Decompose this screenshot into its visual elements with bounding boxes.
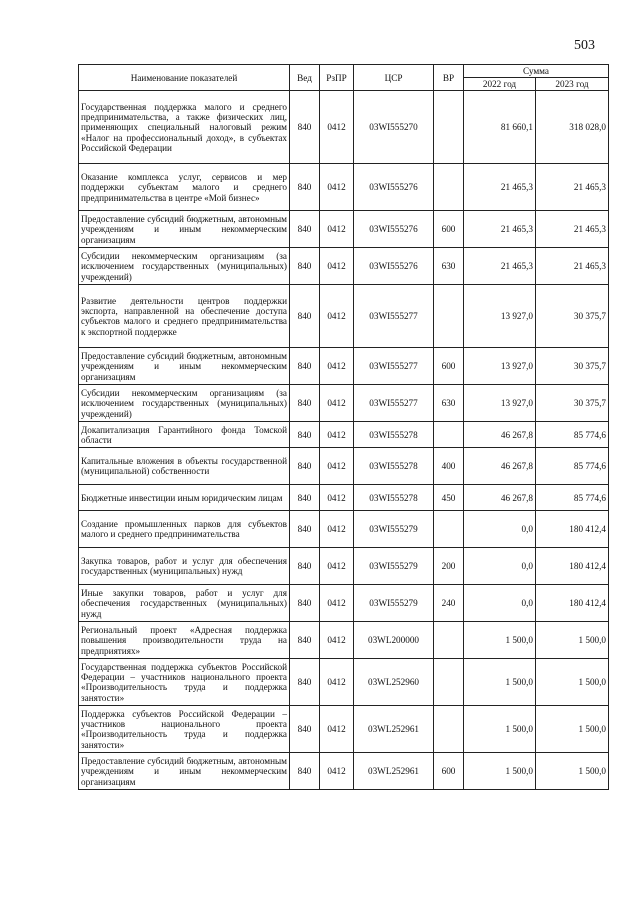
row-rzpr: 0412 bbox=[320, 91, 354, 164]
table-row bbox=[79, 622, 609, 659]
table-row bbox=[79, 385, 609, 422]
row-csr: 03WI555276 bbox=[354, 248, 434, 285]
row-csr: 03WL252961 bbox=[354, 753, 434, 790]
row-vr bbox=[434, 422, 464, 448]
table-row bbox=[79, 706, 609, 753]
table-row bbox=[79, 511, 609, 548]
row-sum-2022: 1 500,0 bbox=[464, 753, 536, 790]
row-rzpr: 0412 bbox=[320, 706, 354, 753]
table-row bbox=[79, 248, 609, 285]
header-sum: Сумма bbox=[464, 65, 609, 78]
row-csr: 03WI555279 bbox=[354, 511, 434, 548]
row-vr: 630 bbox=[434, 385, 464, 422]
row-sum-2022: 21 465,3 bbox=[464, 248, 536, 285]
row-ved: 840 bbox=[290, 548, 320, 585]
row-ved: 840 bbox=[290, 585, 320, 622]
table-row bbox=[79, 348, 609, 385]
row-sum-2022: 21 465,3 bbox=[464, 164, 536, 211]
row-vr bbox=[434, 659, 464, 706]
row-csr: 03WI555277 bbox=[354, 285, 434, 348]
row-ved: 840 bbox=[290, 248, 320, 285]
row-vr: 200 bbox=[434, 548, 464, 585]
row-sum-2023: 85 774,6 bbox=[536, 422, 609, 448]
row-sum-2023: 1 500,0 bbox=[536, 706, 609, 753]
row-ved: 840 bbox=[290, 422, 320, 448]
row-sum-2023: 85 774,6 bbox=[536, 485, 609, 511]
row-ved: 840 bbox=[290, 511, 320, 548]
row-csr: 03WI555276 bbox=[354, 164, 434, 211]
row-name: Региональный проект «Адресная поддержка повышения производительности труда на предприятиях» bbox=[79, 622, 290, 659]
row-sum-2023: 1 500,0 bbox=[536, 622, 609, 659]
row-vr: 600 bbox=[434, 348, 464, 385]
budget-table bbox=[78, 64, 609, 790]
row-sum-2023: 1 500,0 bbox=[536, 659, 609, 706]
row-sum-2023: 21 465,3 bbox=[536, 164, 609, 211]
page-number: 503 bbox=[574, 38, 595, 53]
row-rzpr: 0412 bbox=[320, 422, 354, 448]
row-ved: 840 bbox=[290, 91, 320, 164]
row-sum-2022: 1 500,0 bbox=[464, 706, 536, 753]
header-year-2023: 2023 год bbox=[536, 78, 609, 91]
row-sum-2023: 180 412,4 bbox=[536, 548, 609, 585]
row-sum-2022: 81 660,1 bbox=[464, 91, 536, 164]
table-row bbox=[79, 548, 609, 585]
row-rzpr: 0412 bbox=[320, 485, 354, 511]
row-vr: 600 bbox=[434, 211, 464, 248]
row-vr bbox=[434, 164, 464, 211]
row-name: Поддержка субъектов Российской Федерации – участников национального проекта «Производительность труда и поддержка занятости» bbox=[79, 706, 290, 753]
row-rzpr: 0412 bbox=[320, 385, 354, 422]
table-row bbox=[79, 91, 609, 164]
table-row bbox=[79, 211, 609, 248]
row-vr bbox=[434, 622, 464, 659]
row-csr: 03WI555277 bbox=[354, 385, 434, 422]
row-name: Капитальные вложения в объекты государственной (муниципальной) собственности bbox=[79, 448, 290, 485]
row-rzpr: 0412 bbox=[320, 585, 354, 622]
row-sum-2023: 180 412,4 bbox=[536, 511, 609, 548]
header-ved: Вед bbox=[290, 65, 320, 91]
row-rzpr: 0412 bbox=[320, 659, 354, 706]
row-sum-2022: 0,0 bbox=[464, 585, 536, 622]
row-rzpr: 0412 bbox=[320, 622, 354, 659]
table-row bbox=[79, 422, 609, 448]
row-sum-2023: 85 774,6 bbox=[536, 448, 609, 485]
row-csr: 03WI555279 bbox=[354, 585, 434, 622]
row-vr bbox=[434, 511, 464, 548]
row-rzpr: 0412 bbox=[320, 753, 354, 790]
row-rzpr: 0412 bbox=[320, 548, 354, 585]
row-name: Закупка товаров, работ и услуг для обеспечения государственных (муниципальных) нужд bbox=[79, 548, 290, 585]
row-csr: 03WI555278 bbox=[354, 485, 434, 511]
table-row bbox=[79, 585, 609, 622]
row-sum-2022: 1 500,0 bbox=[464, 622, 536, 659]
row-sum-2023: 30 375,7 bbox=[536, 285, 609, 348]
row-vr: 630 bbox=[434, 248, 464, 285]
row-name: Субсидии некоммерческим организациям (за исключением государственных (муниципальных) учреждений) bbox=[79, 248, 290, 285]
row-name: Создание промышленных парков для субъектов малого и среднего предпринимательства bbox=[79, 511, 290, 548]
row-rzpr: 0412 bbox=[320, 511, 354, 548]
row-ved: 840 bbox=[290, 348, 320, 385]
row-rzpr: 0412 bbox=[320, 164, 354, 211]
row-ved: 840 bbox=[290, 211, 320, 248]
row-name: Предоставление субсидий бюджетным, автономным учреждениям и иным некоммерческим организациям bbox=[79, 348, 290, 385]
row-sum-2022: 1 500,0 bbox=[464, 659, 536, 706]
row-ved: 840 bbox=[290, 164, 320, 211]
row-rzpr: 0412 bbox=[320, 248, 354, 285]
table-row bbox=[79, 485, 609, 511]
row-ved: 840 bbox=[290, 622, 320, 659]
row-name: Предоставление субсидий бюджетным, автономным учреждениям и иным некоммерческим организациям bbox=[79, 753, 290, 790]
row-vr bbox=[434, 91, 464, 164]
row-sum-2022: 13 927,0 bbox=[464, 285, 536, 348]
row-ved: 840 bbox=[290, 706, 320, 753]
row-sum-2022: 0,0 bbox=[464, 548, 536, 585]
row-csr: 03WL252960 bbox=[354, 659, 434, 706]
row-vr: 600 bbox=[434, 753, 464, 790]
row-name: Государственная поддержка малого и среднего предпринимательства, а также физических лиц, применяющих специальный налоговый режим «Налог на профессиональный доход», в субъектах Российской Федерации bbox=[79, 91, 290, 164]
table-row bbox=[79, 753, 609, 790]
row-vr: 450 bbox=[434, 485, 464, 511]
table-row bbox=[79, 164, 609, 211]
row-ved: 840 bbox=[290, 485, 320, 511]
row-csr: 03WL252961 bbox=[354, 706, 434, 753]
header-rzpr: РзПР bbox=[320, 65, 354, 91]
row-csr: 03WI555278 bbox=[354, 422, 434, 448]
row-ved: 840 bbox=[290, 385, 320, 422]
header-vr: ВР bbox=[434, 65, 464, 91]
table-row bbox=[79, 285, 609, 348]
header-year-2022: 2022 год bbox=[464, 78, 536, 91]
row-rzpr: 0412 bbox=[320, 348, 354, 385]
row-sum-2023: 180 412,4 bbox=[536, 585, 609, 622]
row-name: Государственная поддержка субъектов Российской Федерации – участников национального проекта «Производительность труда и поддержка занятости» bbox=[79, 659, 290, 706]
row-csr: 03WI555270 bbox=[354, 91, 434, 164]
header-csr: ЦСР bbox=[354, 65, 434, 91]
row-csr: 03WI555278 bbox=[354, 448, 434, 485]
row-vr: 240 bbox=[434, 585, 464, 622]
row-ved: 840 bbox=[290, 285, 320, 348]
row-vr bbox=[434, 706, 464, 753]
row-name: Иные закупки товаров, работ и услуг для обеспечения государственных (муниципальных) нужд bbox=[79, 585, 290, 622]
row-vr: 400 bbox=[434, 448, 464, 485]
row-name: Докапитализация Гарантийного фонда Томской области bbox=[79, 422, 290, 448]
table-row bbox=[79, 659, 609, 706]
row-sum-2022: 13 927,0 bbox=[464, 385, 536, 422]
row-sum-2022: 13 927,0 bbox=[464, 348, 536, 385]
row-name: Бюджетные инвестиции иным юридическим лицам bbox=[79, 485, 290, 511]
row-csr: 03WI555277 bbox=[354, 348, 434, 385]
table-row bbox=[79, 448, 609, 485]
row-csr: 03WI555276 bbox=[354, 211, 434, 248]
row-sum-2023: 1 500,0 bbox=[536, 753, 609, 790]
row-sum-2023: 21 465,3 bbox=[536, 211, 609, 248]
row-rzpr: 0412 bbox=[320, 448, 354, 485]
row-sum-2022: 0,0 bbox=[464, 511, 536, 548]
row-sum-2022: 46 267,8 bbox=[464, 485, 536, 511]
row-sum-2023: 21 465,3 bbox=[536, 248, 609, 285]
row-csr: 03WL200000 bbox=[354, 622, 434, 659]
row-sum-2023: 30 375,7 bbox=[536, 385, 609, 422]
row-ved: 840 bbox=[290, 753, 320, 790]
row-sum-2022: 46 267,8 bbox=[464, 448, 536, 485]
row-name: Субсидии некоммерческим организациям (за исключением государственных (муниципальных) учреждений) bbox=[79, 385, 290, 422]
row-ved: 840 bbox=[290, 659, 320, 706]
row-name: Развитие деятельности центров поддержки экспорта, направленной на обеспечение доступа субъектов малого и среднего предпринимательства к экспортной поддержке bbox=[79, 285, 290, 348]
row-vr bbox=[434, 285, 464, 348]
row-sum-2022: 46 267,8 bbox=[464, 422, 536, 448]
header-name: Наименование показателей bbox=[79, 65, 290, 91]
table-body bbox=[79, 91, 609, 790]
row-sum-2022: 21 465,3 bbox=[464, 211, 536, 248]
row-rzpr: 0412 bbox=[320, 285, 354, 348]
row-sum-2023: 318 028,0 bbox=[536, 91, 609, 164]
table-header bbox=[79, 65, 609, 91]
row-ved: 840 bbox=[290, 448, 320, 485]
row-rzpr: 0412 bbox=[320, 211, 354, 248]
row-name: Оказание комплекса услуг, сервисов и мер поддержки субъектам малого и среднего предпринимательства в центре «Мой бизнес» bbox=[79, 164, 290, 211]
row-csr: 03WI555279 bbox=[354, 548, 434, 585]
row-sum-2023: 30 375,7 bbox=[536, 348, 609, 385]
row-name: Предоставление субсидий бюджетным, автономным учреждениям и иным некоммерческим организациям bbox=[79, 211, 290, 248]
